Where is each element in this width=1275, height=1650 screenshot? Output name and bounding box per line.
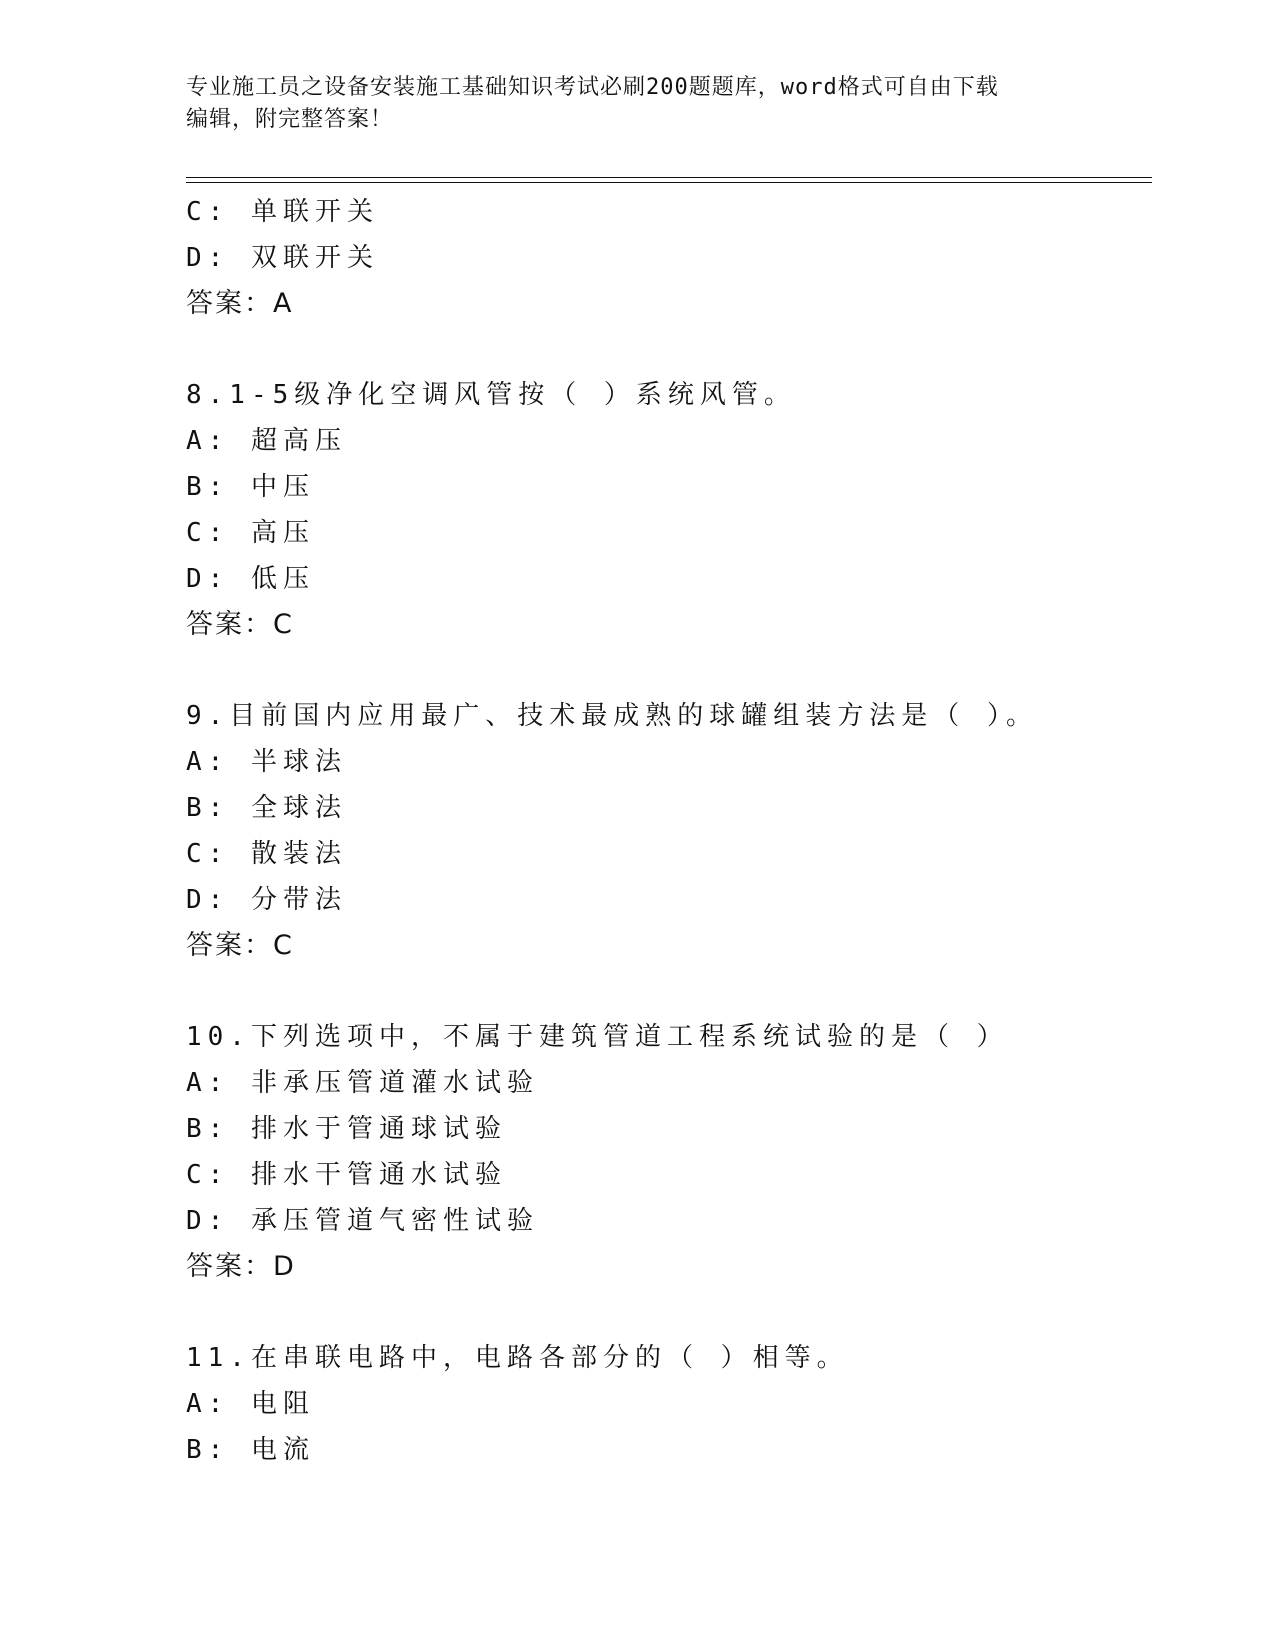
option-b: B: 全球法 xyxy=(186,793,347,823)
question-text: 8.1-5级净化空调风管按（ ）系统风管。 xyxy=(186,380,796,410)
question-text: 11.在串联电路中，电路各部分的（ ）相等。 xyxy=(186,1343,849,1373)
header-title-line-2: 编辑，附完整答案！ xyxy=(186,107,394,132)
question-10 xyxy=(186,1014,1152,1290)
option-b: B: 电流 xyxy=(186,1435,315,1465)
option-a: A: 非承压管道灌水试验 xyxy=(186,1068,539,1098)
question-11 xyxy=(186,1335,1152,1473)
question-9 xyxy=(186,693,1152,969)
option-c: C: 排水干管通水试验 xyxy=(186,1160,507,1190)
spacer xyxy=(186,648,1152,693)
option-c: C: 单联开关 xyxy=(186,197,379,227)
option-d: D: 低压 xyxy=(186,564,315,594)
question-7-fragment xyxy=(186,189,1152,327)
question-8 xyxy=(186,372,1152,648)
document-header xyxy=(186,72,1066,136)
option-a: A: 超高压 xyxy=(186,426,347,456)
option-d: D: 双联开关 xyxy=(186,243,379,273)
question-text: 9.目前国内应用最广、技术最成熟的球罐组装方法是（ ）。 xyxy=(186,701,1038,731)
answer: 答案：D xyxy=(186,1251,296,1282)
option-c: C: 散装法 xyxy=(186,839,347,869)
answer: 答案：C xyxy=(186,609,294,640)
header-divider-top xyxy=(186,177,1152,178)
option-d: D: 分带法 xyxy=(186,885,347,915)
spacer xyxy=(186,969,1152,1014)
header-title-line-1: 专业施工员之设备安装施工基础知识考试必刷200题题库，word格式可自由下载 xyxy=(186,75,999,100)
question-text: 10.下列选项中，不属于建筑管道工程系统试验的是（ ） xyxy=(186,1022,1009,1052)
option-b: B: 中压 xyxy=(186,472,315,502)
option-d: D: 承压管道气密性试验 xyxy=(186,1206,539,1236)
answer: 答案：C xyxy=(186,930,294,961)
answer: 答案：A xyxy=(186,288,294,319)
spacer xyxy=(186,1290,1152,1335)
option-c: C: 高压 xyxy=(186,518,315,548)
question-list xyxy=(186,189,1152,1473)
spacer xyxy=(186,327,1152,372)
option-b: B: 排水于管通球试验 xyxy=(186,1114,507,1144)
option-a: A: 电阻 xyxy=(186,1389,315,1419)
option-a: A: 半球法 xyxy=(186,747,347,777)
header-divider-bottom xyxy=(186,182,1152,183)
